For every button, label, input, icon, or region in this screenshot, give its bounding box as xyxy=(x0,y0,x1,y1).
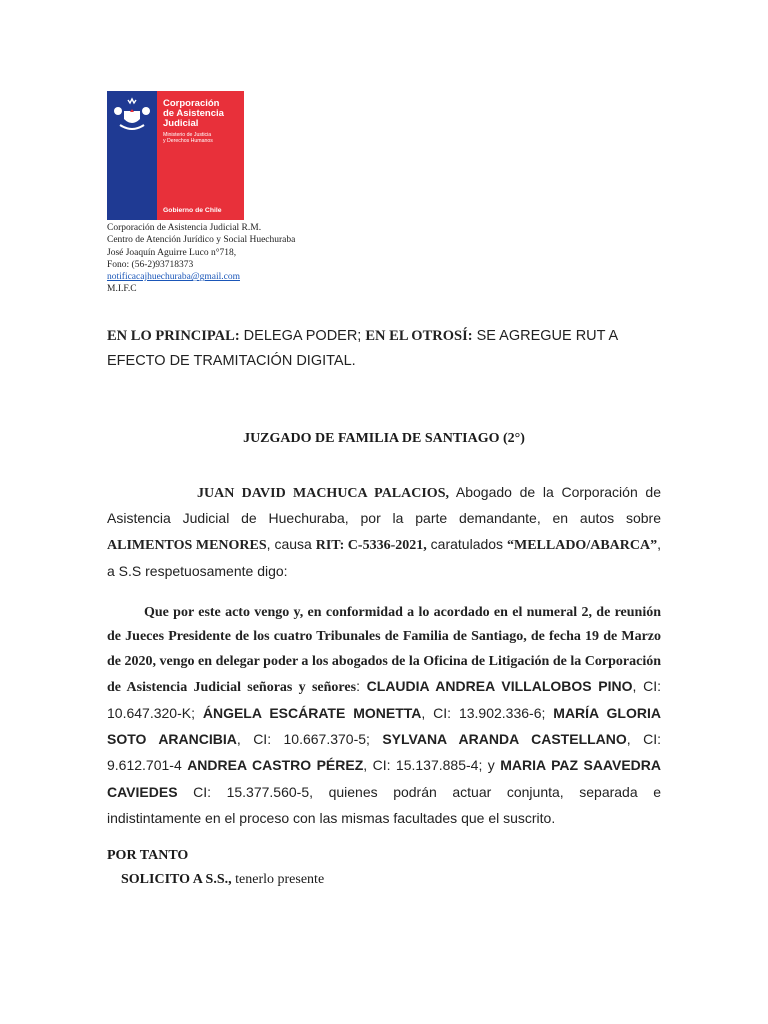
lawyer-ci-5: , CI: 15.137.885-4; y xyxy=(363,757,501,774)
case-rit: RIT: C-5336-2021, xyxy=(315,538,427,554)
body-paragraph xyxy=(107,601,661,833)
corporation-logo xyxy=(107,91,244,220)
intro-text-1: Abogado de la Corporación de Asistencia Judicial de Huechuraba, por la parte demandante, en autos sobre xyxy=(107,484,661,527)
case-matter: ALIMENTOS MENORES xyxy=(107,538,267,554)
sumilla xyxy=(107,324,661,374)
lawyer-name-5: ANDREA CASTRO PÉREZ xyxy=(187,757,364,774)
lawyer-name-4: SYLVANA ARANDA CASTELLANO xyxy=(382,731,627,748)
principal-text: DELEGA PODER; xyxy=(239,328,366,344)
sender-info xyxy=(107,222,295,296)
body-colon: : xyxy=(356,678,367,695)
intro-paragraph xyxy=(107,480,661,585)
lawyer-ci-2: , CI: 13.902.336-6; xyxy=(421,704,554,721)
lawyer-ci-6: CI: 15.377.560-5, quienes podrán actuar conjunta, separada e indistintamente en el proceso con las mismas facultades que el suscrito. xyxy=(107,783,661,827)
sender-initials: M.I.F.C xyxy=(107,284,137,295)
logo-ministry-name: Ministerio de Justicia y Derechos Humanos xyxy=(163,132,213,144)
body-bold-text: Que por este acto vengo y, en conformidad a lo acordado en el numeral 2, de reunión de Jueces Presidente de los cuatro Tribunales de Familia de Santiago, de fecha 19 de Marzo de 2020, vengo en delegar poder a los abogados de la Oficina de Litigación de la Corporación de Asistencia Judicial señoras y señores xyxy=(107,605,661,696)
intro-text-4: , a S.S respetuosamente digo: xyxy=(107,536,661,579)
intro-text-2: , causa xyxy=(266,536,316,553)
lawyer-ci-3: , CI: 10.667.370-5; xyxy=(236,731,383,748)
logo-red-panel xyxy=(157,91,244,220)
sender-org: Corporación de Asistencia Judicial R.M. xyxy=(107,223,262,233)
logo-government-name: Gobierno de Chile xyxy=(163,207,222,214)
lawyer-ci-1: , CI: 10.647.320-K; xyxy=(107,678,662,721)
otrosi-text: SE AGREGUE RUT A EFECTO DE TRAMITACIÓN DIGITAL. xyxy=(107,328,618,369)
lawyer-name-6: MARIA PAZ SAAVEDRA CAVIEDES xyxy=(107,757,662,800)
logo-corporation-name: Corporación de Asistencia Judicial xyxy=(163,98,224,129)
coat-of-arms-icon xyxy=(112,97,152,135)
lawyer-name-1: CLAUDIA ANDREA VILLALOBOS PINO xyxy=(366,678,633,695)
sender-address: José Joaquín Aguirre Luco n°718, xyxy=(107,247,237,258)
sender-phone: Fono: (56-2)93718373 xyxy=(107,259,194,270)
por-tanto-heading: POR TANTO xyxy=(107,848,189,863)
sender-email-link[interactable]: notificacajhuechuraba@gmail.com xyxy=(107,272,240,283)
petition-text: tenerlo presente xyxy=(231,872,325,887)
principal-label: EN LO PRINCIPAL: xyxy=(107,328,240,344)
court-title: JUZGADO DE FAMILIA DE SANTIAGO (2°) xyxy=(243,431,525,446)
sender-center: Centro de Atención Jurídico y Social Huechuraba xyxy=(107,235,296,246)
intro-text-3: caratulados xyxy=(426,536,507,553)
petition-label: SOLICITO A S.S., xyxy=(121,872,232,887)
lawyer-ci-4: , CI: 9.612.701-4 xyxy=(107,731,661,774)
lawyer-name-2: ÁNGELA ESCÁRATE MONETTA xyxy=(202,704,422,721)
petition xyxy=(121,872,324,888)
logo-blue-panel xyxy=(107,91,157,220)
lawyer-name-3: MARÍA GLORIA SOTO ARANCIBIA xyxy=(107,704,661,748)
attorney-name: JUAN DAVID MACHUCA PALACIOS, xyxy=(197,486,449,501)
otrosi-label: EN EL OTROSÍ: xyxy=(365,328,473,344)
case-caratula: “MELLADO/ABARCA” xyxy=(506,538,658,554)
